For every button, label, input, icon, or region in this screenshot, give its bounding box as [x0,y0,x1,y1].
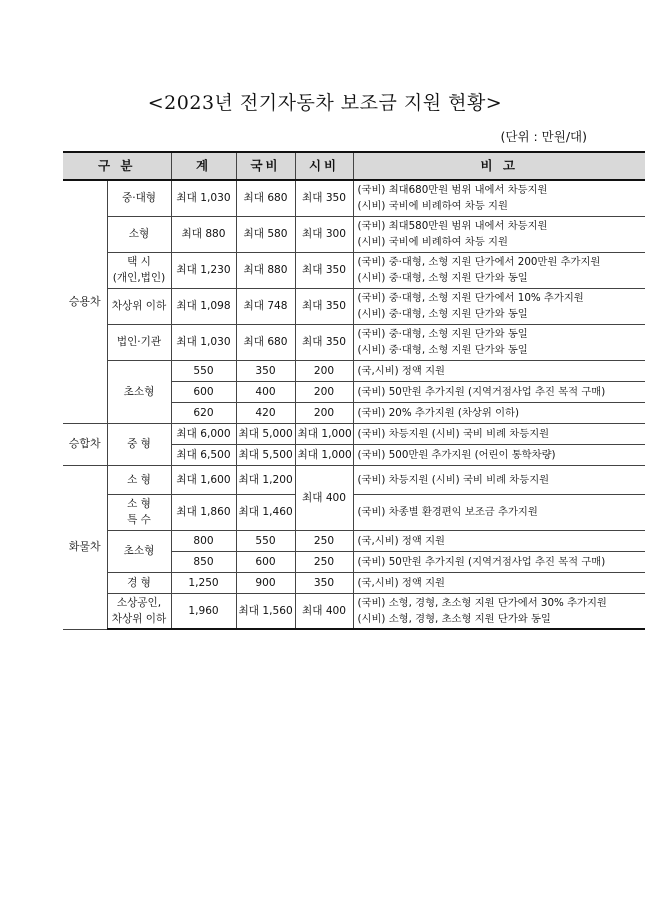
sub-cell: 소 형 특 수 [107,494,171,530]
remarks-cell: (국비) 최대680만원 범위 내에서 차등지원 (시비) 국비에 비례하여 차등 지원 [353,180,645,216]
remarks-cell: (국비) 50만원 추가지원 (지역거점사업 추진 목적 구매) [353,551,645,572]
header-category: 구 분 [63,152,171,180]
total-cell: 800 [171,530,236,551]
city-cell: 최대 350 [295,180,353,216]
national-cell: 최대 5,000 [236,423,295,444]
sub-cell: 차상위 이하 [107,288,171,324]
total-cell: 최대 6,500 [171,444,236,465]
table-row [63,180,645,216]
city-cell: 250 [295,530,353,551]
sub-cell: 중·대형 [107,180,171,216]
remarks-cell: (국비) 500만원 추가지원 (어린이 통학차량) [353,444,645,465]
total-cell: 최대 1,860 [171,494,236,530]
total-cell: 최대 1,030 [171,324,236,360]
remarks-cell: (국비) 중·대형, 소형 지원 단가에서 200만원 추가지원 (시비) 중·대형, 소형 지원 단가와 동일 [353,252,645,288]
total-cell: 최대 880 [171,216,236,252]
remarks-cell: (국비) 20% 추가지원 (차상위 이하) [353,402,645,423]
city-cell: 최대 400 [295,593,353,629]
sub-cell: 택 시 (개인,법인) [107,252,171,288]
table-row [63,360,645,381]
city-cell: 최대 350 [295,288,353,324]
total-cell: 최대 1,600 [171,465,236,494]
table-row [63,572,645,593]
sub-cell: 중 형 [107,423,171,465]
city-cell: 최대 350 [295,324,353,360]
total-cell: 최대 1,230 [171,252,236,288]
sub-cell: 초소형 [107,530,171,572]
national-cell: 최대 5,500 [236,444,295,465]
table-row [63,494,645,530]
category-van: 승합차 [63,423,107,465]
table-row [63,288,645,324]
national-cell: 최대 1,560 [236,593,295,629]
total-cell: 550 [171,360,236,381]
remarks-cell: (국비) 차등지원 (시비) 국비 비례 차등지원 [353,465,645,494]
national-cell: 600 [236,551,295,572]
city-cell: 최대 350 [295,252,353,288]
table-row [63,465,645,494]
total-cell: 850 [171,551,236,572]
city-cell: 최대 1,000 [295,423,353,444]
table-row [63,252,645,288]
header-remarks: 비 고 [353,152,645,180]
total-cell: 1,250 [171,572,236,593]
remarks-cell: (국비) 중·대형, 소형 지원 단가와 동일 (시비) 중·대형, 소형 지원 단가와 동일 [353,324,645,360]
sub-cell: 초소형 [107,360,171,423]
national-cell: 최대 880 [236,252,295,288]
remarks-cell: (국,시비) 정액 지원 [353,530,645,551]
header-national: 국비 [236,152,295,180]
table-row [63,423,645,444]
total-cell: 최대 6,000 [171,423,236,444]
city-cell: 200 [295,381,353,402]
subsidy-table [63,151,645,630]
total-cell: 600 [171,381,236,402]
national-cell: 최대 580 [236,216,295,252]
remarks-cell: (국,시비) 정액 지원 [353,572,645,593]
total-cell: 620 [171,402,236,423]
national-cell: 420 [236,402,295,423]
national-cell: 550 [236,530,295,551]
total-cell: 최대 1,030 [171,180,236,216]
category-passenger: 승용차 [63,180,107,423]
sub-cell: 경 형 [107,572,171,593]
remarks-cell: (국비) 50만원 추가지원 (지역거점사업 추진 목적 구매) [353,381,645,402]
national-cell: 350 [236,360,295,381]
national-cell: 최대 1,200 [236,465,295,494]
sub-cell: 법인·기관 [107,324,171,360]
total-cell: 1,960 [171,593,236,629]
national-cell: 최대 748 [236,288,295,324]
national-cell: 400 [236,381,295,402]
city-cell: 250 [295,551,353,572]
total-cell: 최대 1,098 [171,288,236,324]
city-cell: 200 [295,360,353,381]
national-cell: 최대 680 [236,180,295,216]
table-row [63,324,645,360]
header-row [63,152,645,180]
national-cell: 900 [236,572,295,593]
unit-label: (단위 : 만원/대) [500,129,587,144]
remarks-cell: (국비) 소형, 경형, 초소형 지원 단가에서 30% 추가지원 (시비) 소형, 경형, 초소형 지원 단가와 동일 [353,593,645,629]
sub-cell: 소형 [107,216,171,252]
sub-cell: 소 형 [107,465,171,494]
remarks-cell: (국,시비) 정액 지원 [353,360,645,381]
table-row [63,216,645,252]
city-cell: 최대 1,000 [295,444,353,465]
city-cell: 최대 300 [295,216,353,252]
remarks-cell: (국비) 중·대형, 소형 지원 단가에서 10% 추가지원 (시비) 중·대형, 소형 지원 단가와 동일 [353,288,645,324]
remarks-cell: (국비) 차종별 환경편익 보조금 추가지원 [353,494,645,530]
city-cell: 최대 400 [295,465,353,530]
national-cell: 최대 1,460 [236,494,295,530]
sub-cell: 소상공인, 차상위 이하 [107,593,171,629]
category-truck: 화물차 [63,465,107,629]
header-city: 시비 [295,152,353,180]
table-row [63,530,645,551]
document-title: <2023년 전기자동차 보조금 지원 현황> [147,92,503,114]
city-cell: 350 [295,572,353,593]
remarks-cell: (국비) 최대580만원 범위 내에서 차등지원 (시비) 국비에 비례하여 차등 지원 [353,216,645,252]
table-row [63,593,645,629]
header-total: 계 [171,152,236,180]
remarks-cell: (국비) 차등지원 (시비) 국비 비례 차등지원 [353,423,645,444]
city-cell: 200 [295,402,353,423]
national-cell: 최대 680 [236,324,295,360]
